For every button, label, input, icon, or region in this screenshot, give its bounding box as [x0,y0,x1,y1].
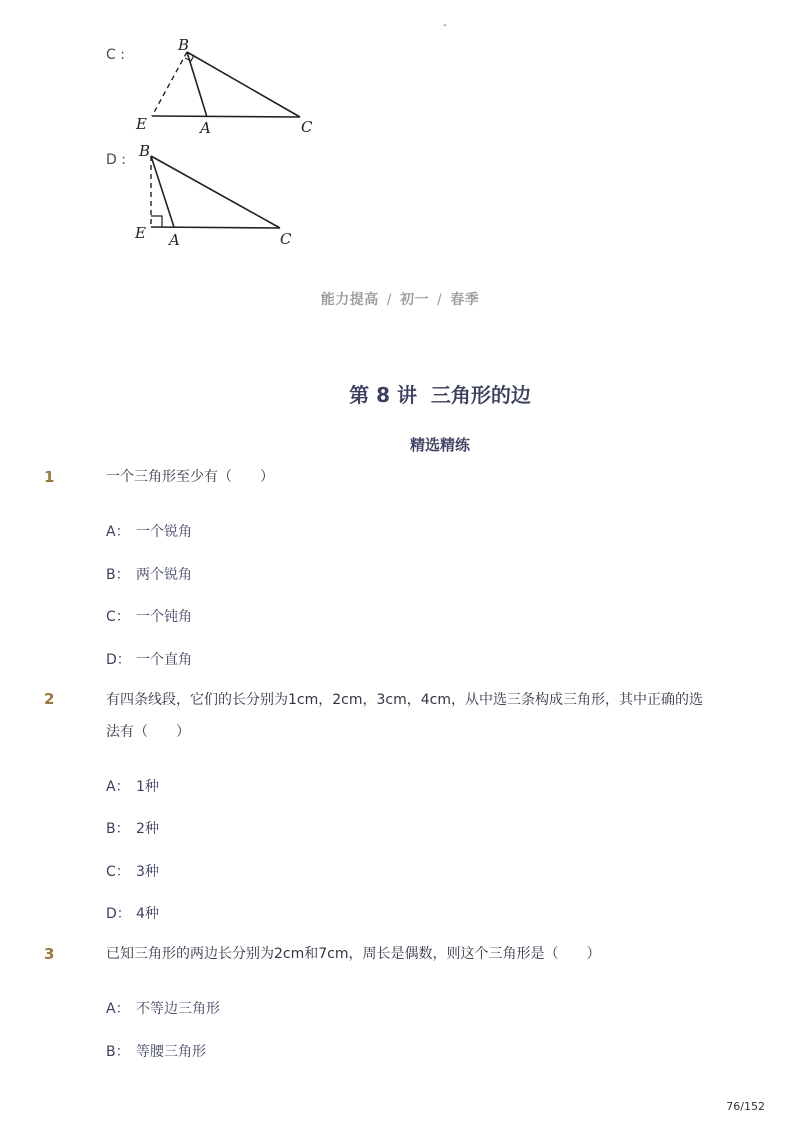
question-number: 3 [44,945,55,963]
point-c-label: C [280,230,292,248]
figure-c-triangle [130,35,330,140]
question-text: 一个三角形至少有（ ） [106,469,274,485]
question-text-line1: 有四条线段，它们的长分别为1cm，2cm，3cm，4cm，从中选三条构成三角形，其中正确的选 [106,692,703,708]
point-c-label: C [301,118,313,136]
segment-be-dashed [152,52,187,116]
figure-d-label: D : [106,152,126,168]
option-text: 等腰三角形 [136,1044,206,1060]
option-text: 4种 [136,906,159,922]
figure-c-label: C : [106,47,125,63]
option-d[interactable] [106,649,192,669]
option-b[interactable] [106,1041,206,1061]
section-title: 精选精练 [409,436,470,454]
option-key: C： [106,609,130,625]
option-a[interactable] [106,776,159,796]
option-key: A： [106,1001,130,1017]
option-key: A： [106,524,130,540]
option-c[interactable] [106,861,159,881]
option-key: B： [106,567,130,583]
figure-d-triangle [130,140,330,250]
question-text-line2: 法有（ ） [106,724,190,740]
option-text: 不等边三角形 [136,1001,220,1017]
point-b-label: B [139,142,151,160]
option-d[interactable] [106,903,159,923]
question-text: 已知三角形的两边长分别为2cm和7cm，周长是偶数，则这个三角形是（ ） [106,946,601,962]
option-key: C： [106,864,130,880]
option-key: D： [106,652,131,668]
option-text: 一个直角 [136,652,192,668]
option-c[interactable] [106,606,192,626]
breadcrumb-separator: / [386,292,392,308]
point-b-label: B [178,36,190,54]
option-key: D： [106,906,131,922]
page-number: 76/152 [726,1100,765,1113]
point-a-label: A [169,231,180,249]
segment-ec [152,116,300,117]
breadcrumb-item-grade: 初一 [400,292,429,308]
option-a[interactable] [106,521,192,541]
segment-ec [151,227,280,228]
option-text: 3种 [136,864,159,880]
top-mark: - [443,20,447,31]
option-text: 两个锐角 [136,567,192,583]
option-text: 一个钝角 [136,609,192,625]
option-a[interactable] [106,998,220,1018]
point-a-label: A [200,119,211,137]
lesson-title: 第 8 讲 三角形的边 [349,383,531,407]
option-text: 1种 [136,779,159,795]
option-text: 一个锐角 [136,524,192,540]
option-key: B： [106,1044,130,1060]
option-key: A： [106,779,130,795]
point-e-label: E [136,115,147,133]
option-b[interactable] [106,818,159,838]
breadcrumb-separator: / [437,292,443,308]
question-number: 2 [44,690,55,708]
option-b[interactable] [106,564,192,584]
breadcrumb [0,289,800,309]
option-text: 2种 [136,821,159,837]
breadcrumb-item-level: 能力提高 [320,292,379,308]
right-angle-mark [151,216,162,227]
question-number: 1 [44,468,55,486]
breadcrumb-item-season: 春季 [450,292,480,308]
point-e-label: E [135,224,146,242]
option-key: B： [106,821,130,837]
